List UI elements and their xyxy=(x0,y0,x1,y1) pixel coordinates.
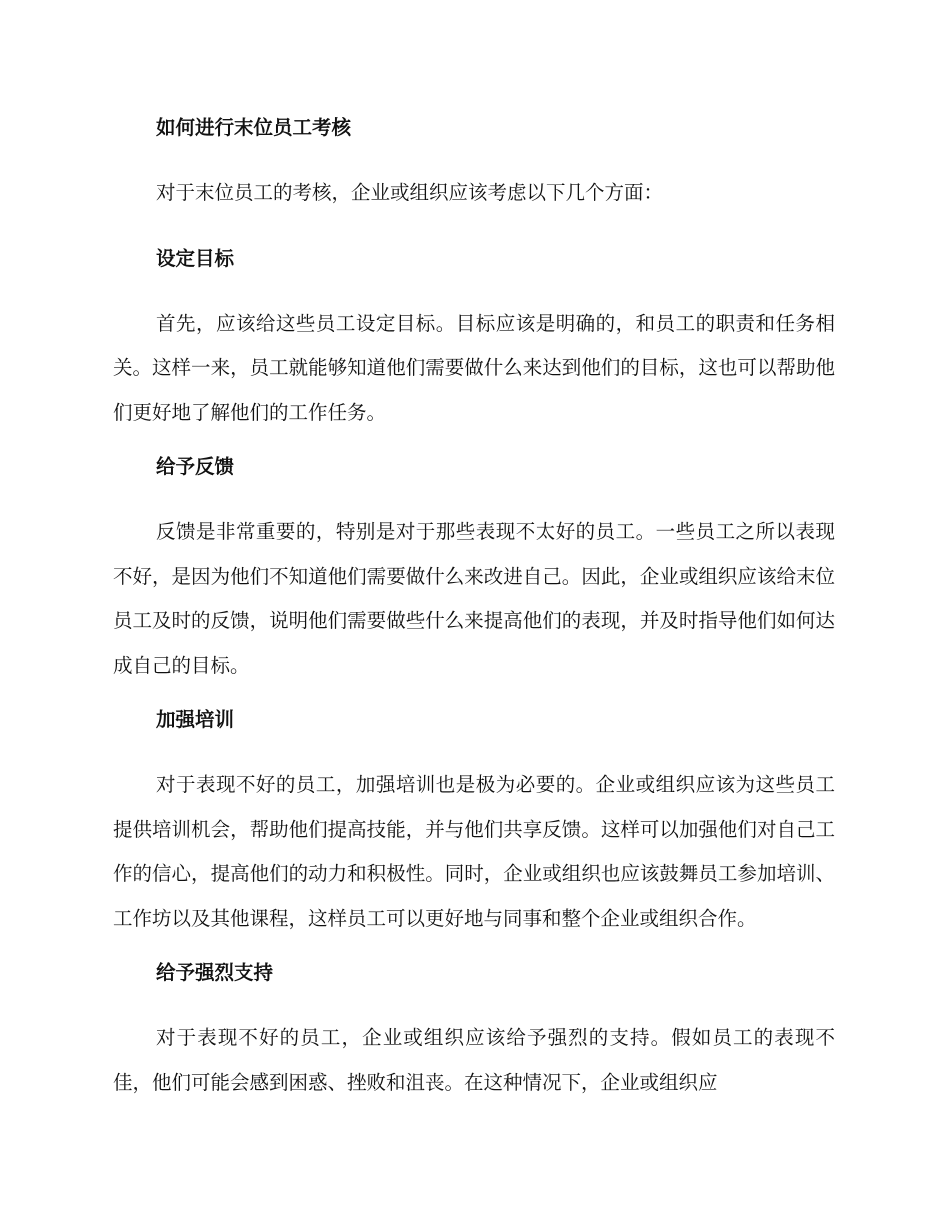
document-title: 如何进行末位员工考核 xyxy=(156,116,352,139)
intro-paragraph: 对于末位员工的考核，企业或组织应该考虑以下几个方面： xyxy=(156,181,664,204)
section-heading-strong-support: 给予强烈支持 xyxy=(156,961,274,984)
section-heading-give-feedback: 给予反馈 xyxy=(156,455,235,478)
section-body-give-feedback: 反馈是非常重要的，特别是对于那些表现不太好的员工。一些员工之所以表现不好，是因为他们不知道他们需要做什么来改进自己。因此，企业或组织应该给末位员工及时的反馈，说明他们需要做些什么来提高他们的表现，并及时指导他们如何达成自己的目标。 xyxy=(113,520,835,677)
document-body xyxy=(113,112,835,1121)
section-body-strong-support: 对于表现不好的员工，企业或组织应该给予强烈的支持。假如员工的表现不佳，他们可能会感到困惑、挫败和沮丧。在这种情况下，企业或组织应 xyxy=(113,1026,835,1094)
section-heading-set-goals: 设定目标 xyxy=(156,246,235,270)
section-heading-strengthen-training: 加强培训 xyxy=(156,708,235,731)
section-body-strengthen-training: 对于表现不好的员工，加强培训也是极为必要的。企业或组织应该为这些员工提供培训机会，帮助他们提高技能，并与他们共享反馈。这样可以加强他们对自己工作的信心，提高他们的动力和积极性。同时，企业或组织也应该鼓舞员工参加培训、工作坊以及其他课程，这样员工可以更好地与同事和整个企业或组织合作。 xyxy=(113,773,835,930)
section-body-set-goals: 首先，应该给这些员工设定目标。目标应该是明确的，和员工的职责和任务相关。这样一来，员工就能够知道他们需要做什么来达到他们的目标，这也可以帮助他们更好地了解他们的工作任务。 xyxy=(113,311,835,424)
